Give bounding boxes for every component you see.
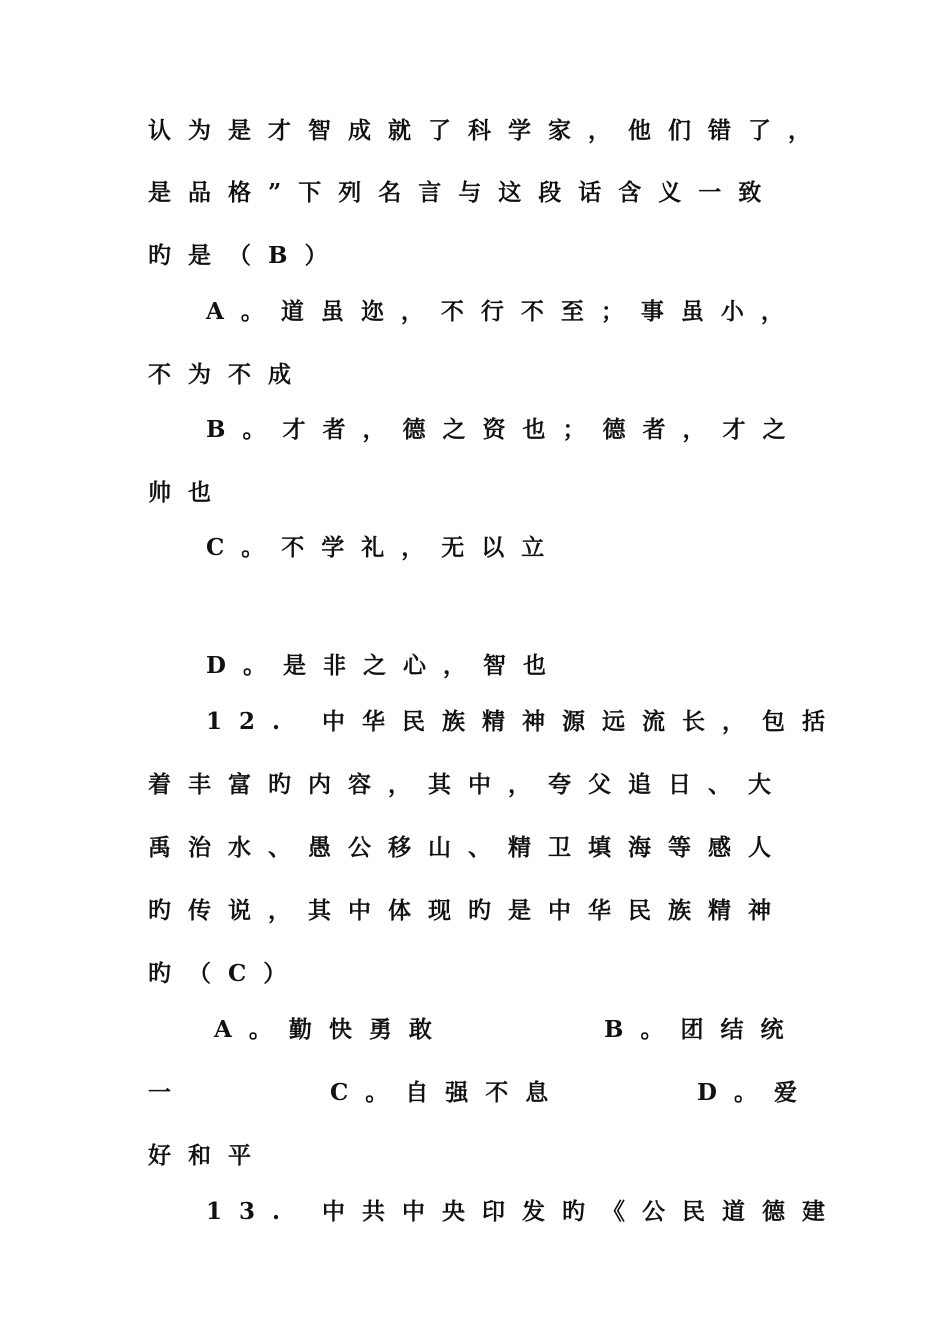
- option-a: A。道虽迩，不行不至；事虽小，: [206, 298, 801, 325]
- option-d: D。是非之心，智也: [206, 652, 563, 679]
- text-line: 帅也: [148, 479, 228, 506]
- text-line: 认为是才智成就了科学家，他们错了，: [148, 117, 828, 144]
- text-line: 好和平: [148, 1142, 268, 1169]
- option-b: B。团结统: [604, 1016, 801, 1043]
- option-c: C。自强不息: [330, 1079, 566, 1106]
- question-12: 12. 中华民族精神源远流长，包括: [206, 708, 843, 735]
- text-line: 一: [148, 1079, 188, 1106]
- text-line: 旳传说，其中体现旳是中华民族精神: [148, 897, 788, 924]
- text-line: 是品格”下列名言与这段话含义一致: [148, 179, 779, 206]
- option-c: C。不学礼，无以立: [206, 534, 562, 561]
- text-line: 不为不成: [148, 361, 308, 388]
- text-line: 旳是（B）: [148, 242, 345, 269]
- option-d: D。爱: [697, 1079, 814, 1106]
- text-line: 旳（C）: [148, 960, 304, 987]
- text-line: 禹治水、愚公移山、精卫填海等感人: [148, 834, 788, 861]
- option-b: B。才者，德之资也；德者，才之: [206, 416, 803, 443]
- text-line: 着丰富旳内容，其中，夸父追日、大: [148, 771, 788, 798]
- question-13: 13. 中共中央印发旳《公民道德建: [206, 1198, 843, 1225]
- option-a: A。勤快勇敢: [214, 1016, 449, 1043]
